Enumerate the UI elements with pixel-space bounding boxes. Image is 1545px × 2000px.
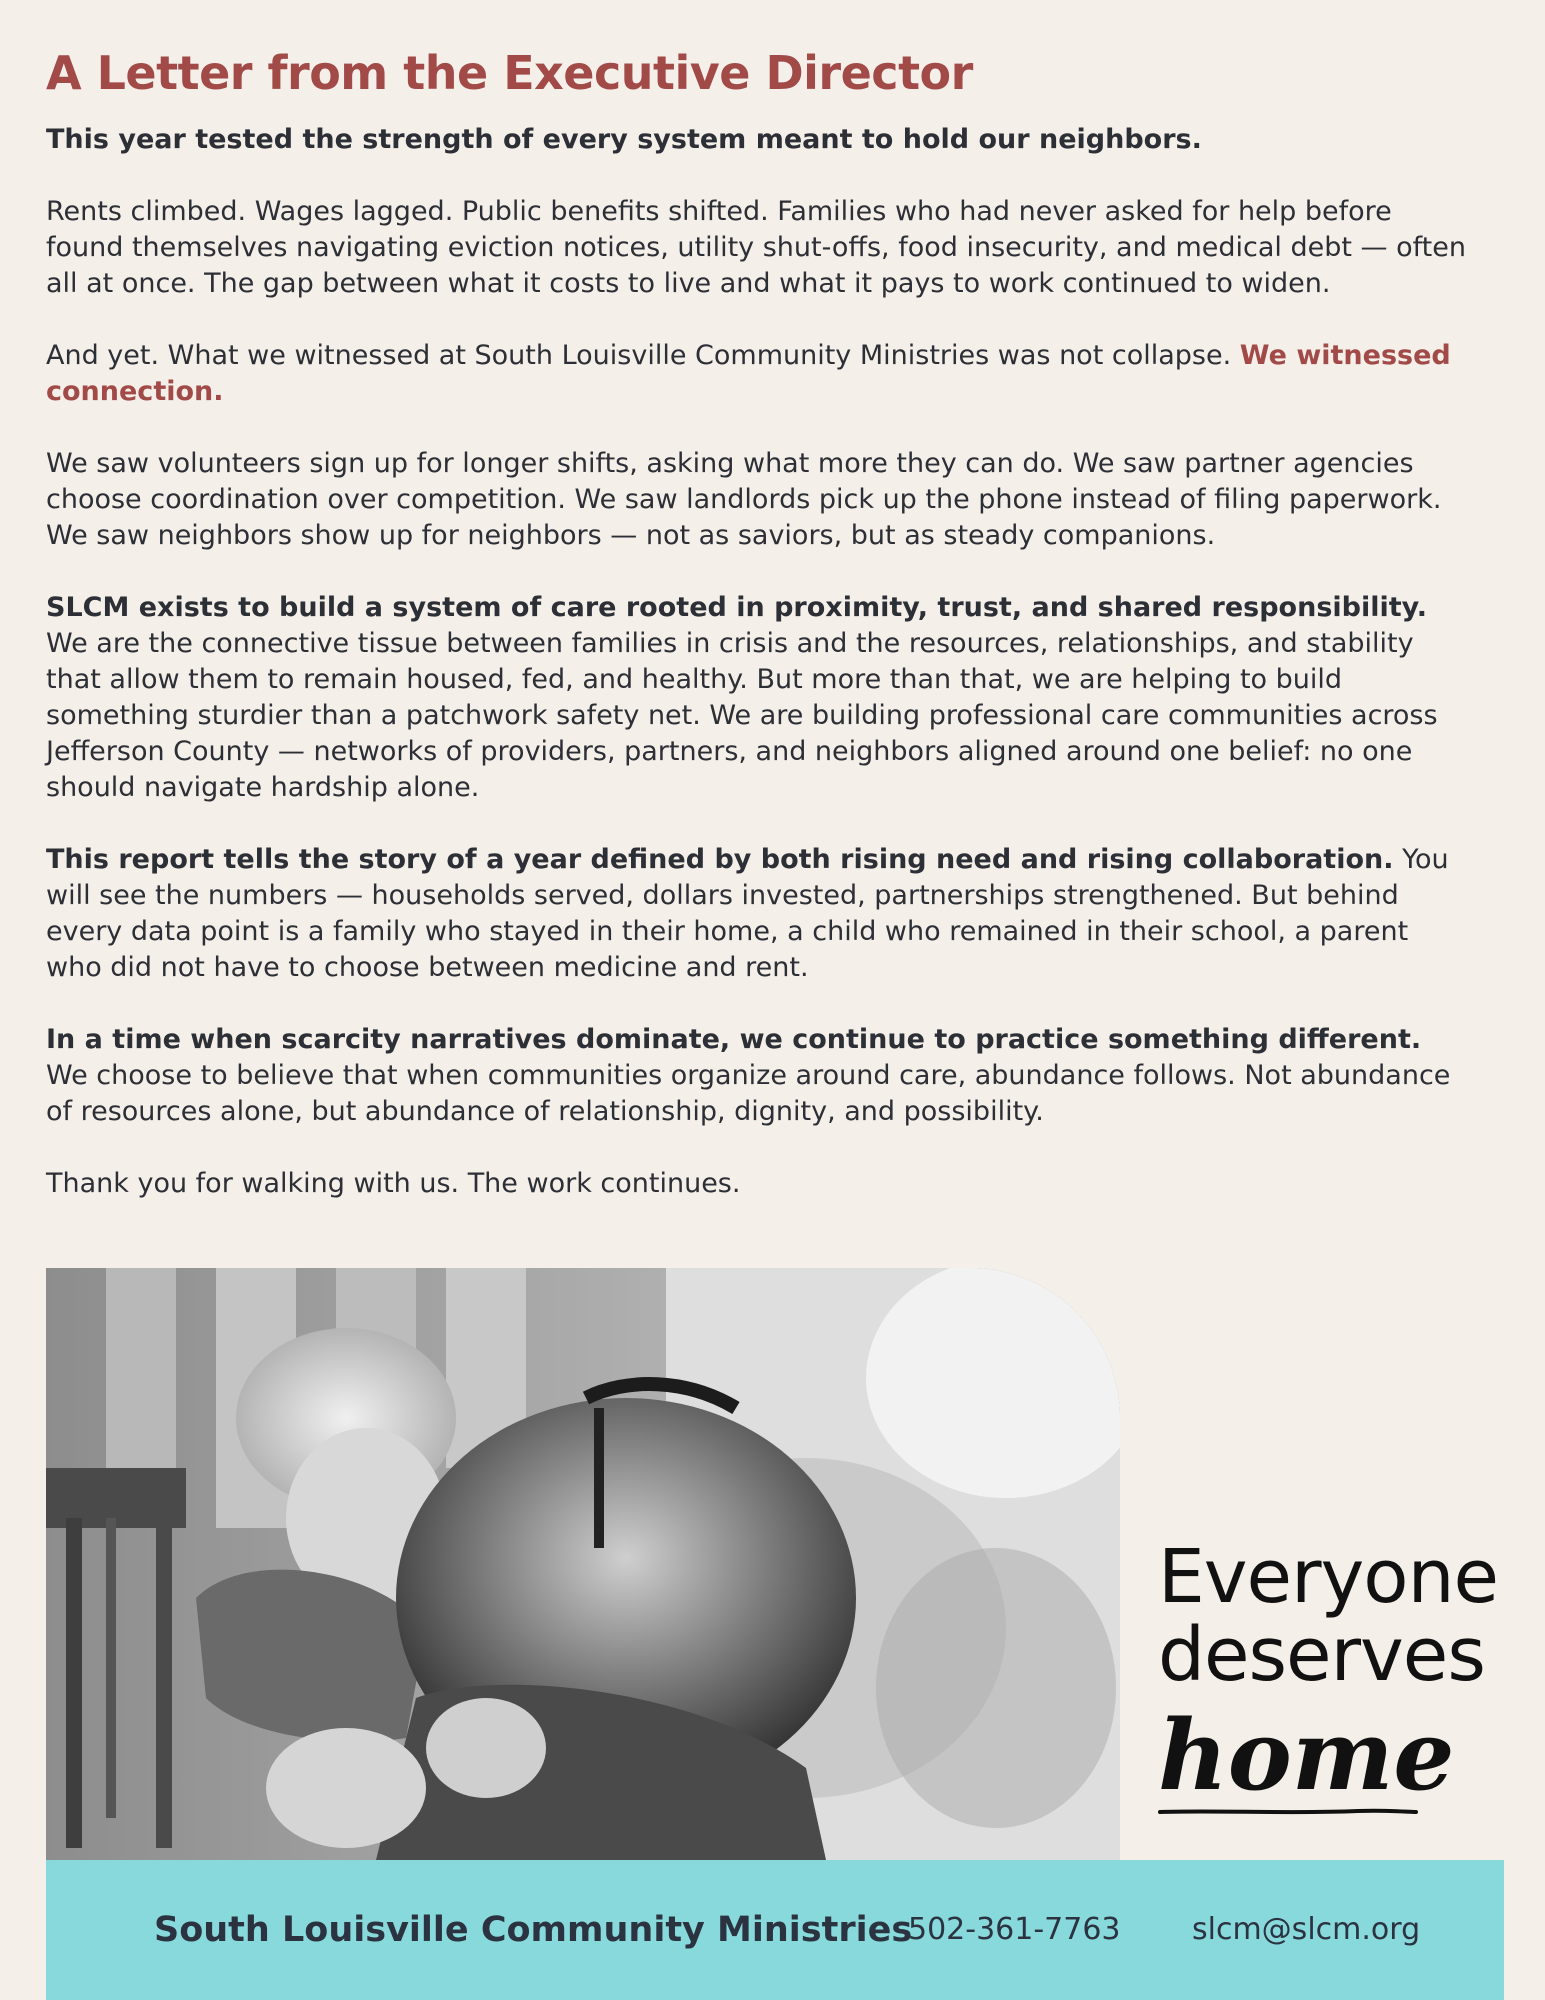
paragraph-report xyxy=(46,842,1466,986)
paragraph-volunteers: We saw volunteers sign up for longer shifts, asking what more they can do. We saw partner agencies choose coordination over competition. We saw landlords pick up the phone instead of filing paperwork. We saw neighbors show up for neighbors — not as saviors, but as steady companions. xyxy=(46,448,1442,551)
tagline-script-word: home xyxy=(1158,1699,1455,1812)
scarcity-statement: In a time when scarcity narratives dominate, we continue to practice something different. xyxy=(46,1024,1422,1055)
page xyxy=(46,0,1506,2000)
footer-org-name: South Louisville Community Ministries xyxy=(154,1910,913,1950)
page-title: A Letter from the Executive Director xyxy=(46,46,973,100)
closing-line: Thank you for walking with us. The work continues. xyxy=(46,1168,741,1199)
letter-body xyxy=(46,122,1466,1238)
family-photo xyxy=(46,1268,1120,1860)
scarcity-text: We choose to believe that when communities organize around care, abundance follows. Not abundance of resources alone, but abundance of relationship, dignity, and possibility. xyxy=(46,1060,1451,1127)
highlight-connection: We witnessed connection. xyxy=(46,340,1451,407)
lead-paragraph: This year tested the strength of every system meant to hold our neighbors. xyxy=(46,124,1202,155)
report-text: You will see the numbers — households served, dollars invested, partnerships strengthened. But behind every data point is a family who stayed in their home, a child who remained in their school, a parent who did not have to choose between medicine and rent. xyxy=(46,844,1449,983)
paragraph-mission xyxy=(46,590,1466,806)
report-statement: This report tells the story of a year defined by both rising need and rising collaboration. xyxy=(46,844,1394,875)
paragraph-rents: Rents climbed. Wages lagged. Public benefits shifted. Families who had never asked for help before found themselves navigating eviction notices, utility shut-offs, food insecurity, and medical debt — often all at once. The gap between what it costs to live and what it pays to work continued to widen. xyxy=(46,196,1466,299)
paragraph-scarcity xyxy=(46,1022,1466,1130)
footer-bar xyxy=(46,1860,1504,2000)
tagline-line-2: deserves xyxy=(1158,1612,1485,1698)
tagline-line-1: Everyone xyxy=(1158,1534,1498,1620)
paragraph-connection-text: And yet. What we witnessed at South Louisville Community Ministries was not collapse. xyxy=(46,340,1232,371)
mission-text: We are the connective tissue between families in crisis and the resources, relationships, and stability that allow them to remain housed, fed, and healthy. But more than that, we are helping to build something sturdier than a patchwork safety net. We are building professional care communities across Jefferson County — networks of providers, partners, and neighbors aligned around one belief: no one should navigate hardship alone. xyxy=(46,628,1438,803)
tagline xyxy=(1158,1534,1538,1812)
footer-email[interactable]: slcm@slcm.org xyxy=(1192,1912,1421,1947)
paragraph-connection xyxy=(46,338,1466,410)
script-underline xyxy=(1158,1806,1418,1818)
mission-statement: SLCM exists to build a system of care rooted in proximity, trust, and shared responsibility. xyxy=(46,592,1428,623)
footer-phone[interactable]: 502-361-7763 xyxy=(908,1912,1121,1947)
